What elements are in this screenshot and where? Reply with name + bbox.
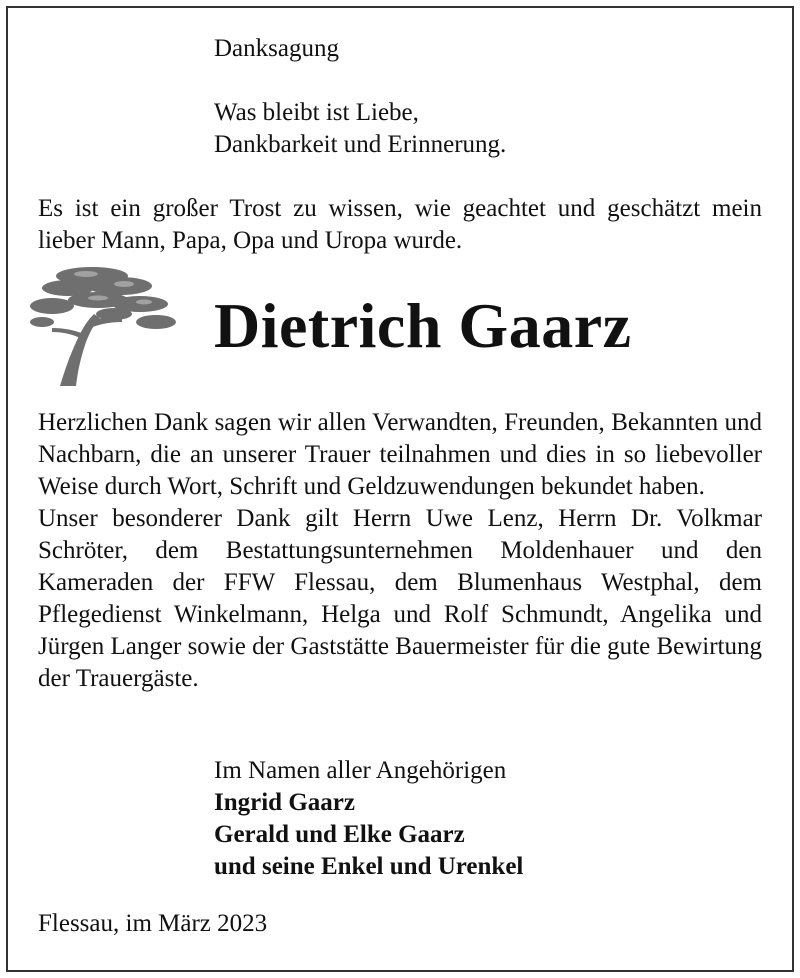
motto-line-1: Was bleibt ist Liebe, [214, 99, 419, 126]
motto-line-2: Dankbarkeit und Erinnerung. [214, 131, 507, 158]
signatory-2: Gerald und Elke Gaarz [214, 821, 465, 848]
deceased-name: Dietrich Gaarz [214, 290, 632, 361]
notice-heading: Danksagung [214, 35, 339, 62]
signature-block [214, 755, 523, 883]
signatory-1: Ingrid Gaarz [214, 789, 355, 816]
thanks-text [38, 407, 762, 695]
tree-icon [28, 262, 178, 388]
signatory-3: und seine Enkel und Urenkel [214, 853, 524, 880]
motto [214, 97, 506, 161]
thanks-paragraph-2: Unser besonderer Dank gilt Herrn Uwe Lenz, Herrn Dr. Volkmar Schröter, dem Bestattungsunternehmen Moldenhauer und den Kameraden der FFW Flessau, dem Blumenhaus Westphal, dem Pflegedienst Winkelmann, Helga und Rolf Schmundt, Angelika und Jürgen Langer sowie der Gaststätte Bauermeister für die gute Bewirtung der Trauergäste. [38, 505, 762, 692]
signature-intro: Im Namen aller Angehörigen [214, 757, 507, 784]
thanks-paragraph-1: Herzlichen Dank sagen wir allen Verwandten, Freunden, Bekannten und Nachbarn, die an unserer Trauer teilnahmen und dies in so liebevoller Weise durch Wort, Schrift und Geldzuwendungen bekundet haben. [38, 409, 762, 500]
intro-text: Es ist ein großer Trost zu wissen, wie geachtet und geschätzt mein lieber Mann, Papa, Opa und Uropa wurde. [38, 195, 762, 254]
place-date: Flessau, im März 2023 [38, 910, 268, 937]
